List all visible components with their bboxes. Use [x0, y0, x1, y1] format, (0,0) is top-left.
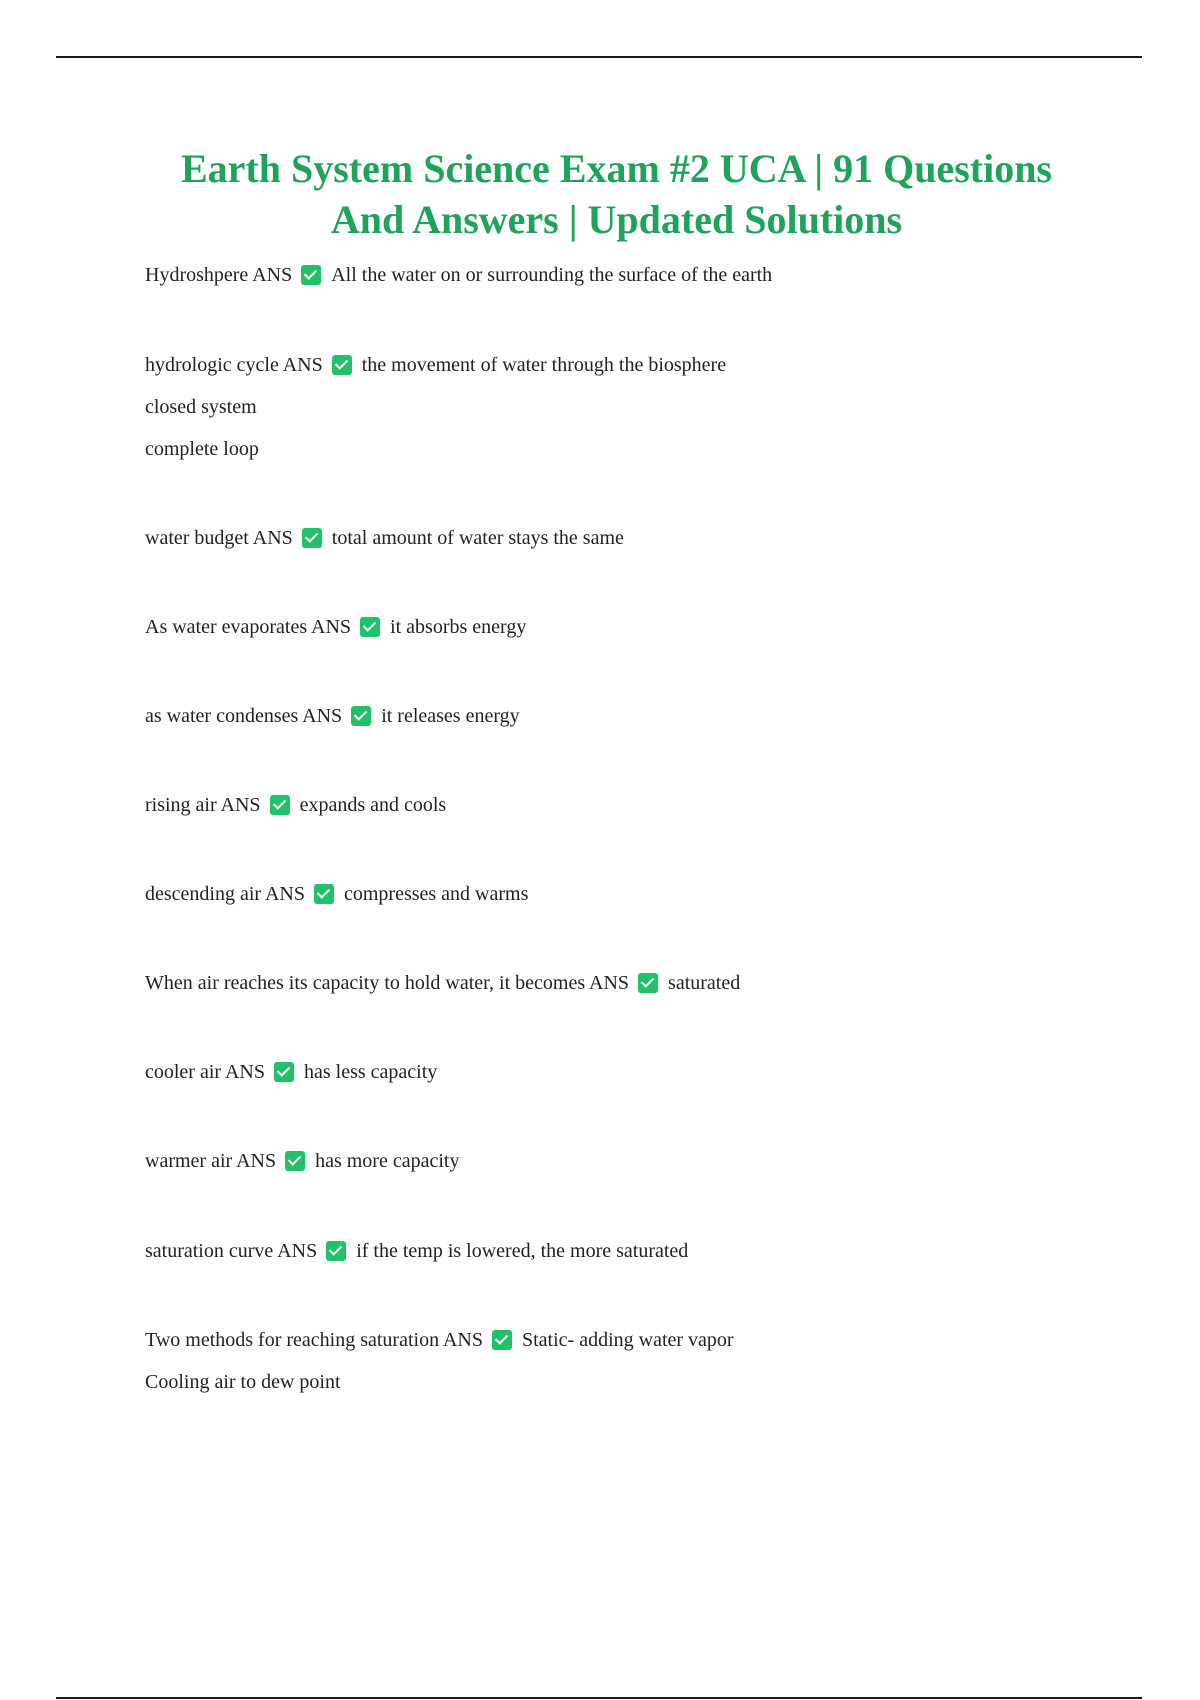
- qa-item: [145, 525, 624, 551]
- qa-line: [145, 262, 772, 288]
- qa-item: [145, 703, 520, 729]
- answer-text: compresses and warms: [343, 883, 529, 905]
- answer-text: expands and cools: [299, 794, 447, 816]
- question-text: hydrologic cycle ANS: [145, 354, 323, 376]
- qa-item: [145, 970, 740, 996]
- checkmark-icon: [332, 355, 352, 375]
- answer-continuation: complete loop: [145, 438, 259, 460]
- qa-line: [145, 703, 520, 729]
- question-text: Hydroshpere ANS: [145, 264, 293, 286]
- answer-text: the movement of water through the biosphere: [361, 354, 727, 376]
- checkmark-icon: [351, 706, 371, 726]
- question-text: As water evaporates ANS: [145, 616, 352, 638]
- checkmark-icon: [314, 884, 334, 904]
- answer-continuation: Cooling air to dew point: [145, 1371, 341, 1393]
- qa-item: [145, 1238, 688, 1264]
- answer-text: has more capacity: [315, 1150, 460, 1172]
- qa-item: [145, 1059, 437, 1085]
- bottom-rule: [56, 1697, 1142, 1699]
- question-text: saturation curve ANS: [145, 1240, 318, 1262]
- answer-text: Static- adding water vapor: [521, 1329, 734, 1351]
- answer-text: if the temp is lowered, the more saturated: [356, 1240, 689, 1262]
- document-title: [120, 143, 1113, 245]
- qa-line: [145, 970, 740, 996]
- qa-line: [145, 525, 624, 551]
- answer-text: total amount of water stays the same: [331, 527, 624, 549]
- checkmark-icon: [492, 1330, 512, 1350]
- qa-item: [145, 352, 726, 462]
- qa-line: [145, 1148, 459, 1174]
- answer-text: has less capacity: [303, 1061, 438, 1083]
- question-text: Two methods for reaching saturation ANS: [145, 1329, 483, 1351]
- title-line-2: And Answers | Updated Solutions: [330, 197, 903, 242]
- checkmark-icon: [638, 973, 658, 993]
- qa-line: [145, 614, 526, 640]
- question-text: rising air ANS: [145, 794, 261, 816]
- qa-line: [145, 1238, 688, 1264]
- qa-item: [145, 1327, 734, 1395]
- qa-line: [145, 1327, 734, 1353]
- answer-continuation: closed system: [145, 396, 257, 418]
- question-text: as water condenses ANS: [145, 705, 343, 727]
- checkmark-icon: [270, 795, 290, 815]
- title-line-1: Earth System Science Exam #2 UCA | 91 Questions: [180, 146, 1052, 191]
- qa-item: [145, 614, 526, 640]
- answer-text: saturated: [668, 972, 741, 994]
- answer-text: it absorbs energy: [390, 616, 527, 638]
- qa-line: [145, 352, 726, 378]
- qa-item: [145, 792, 446, 818]
- question-text: When air reaches its capacity to hold water, it becomes ANS: [145, 972, 630, 994]
- qa-item: [145, 1148, 459, 1174]
- question-text: cooler air ANS: [145, 1061, 265, 1083]
- qa-item: [145, 881, 528, 907]
- answer-text: it releases energy: [381, 705, 520, 727]
- answer-text: All the water on or surrounding the surface of the earth: [331, 264, 773, 286]
- checkmark-icon: [360, 617, 380, 637]
- question-text: water budget ANS: [145, 527, 293, 549]
- checkmark-icon: [274, 1062, 294, 1082]
- qa-line: [145, 792, 446, 818]
- qa-line: [145, 1059, 437, 1085]
- question-text: descending air ANS: [145, 883, 305, 905]
- question-text: warmer air ANS: [145, 1150, 277, 1172]
- top-rule: [56, 56, 1142, 58]
- checkmark-icon: [326, 1241, 346, 1261]
- checkmark-icon: [301, 265, 321, 285]
- checkmark-icon: [285, 1151, 305, 1171]
- qa-item: [145, 262, 772, 288]
- qa-line: [145, 881, 528, 907]
- checkmark-icon: [302, 528, 322, 548]
